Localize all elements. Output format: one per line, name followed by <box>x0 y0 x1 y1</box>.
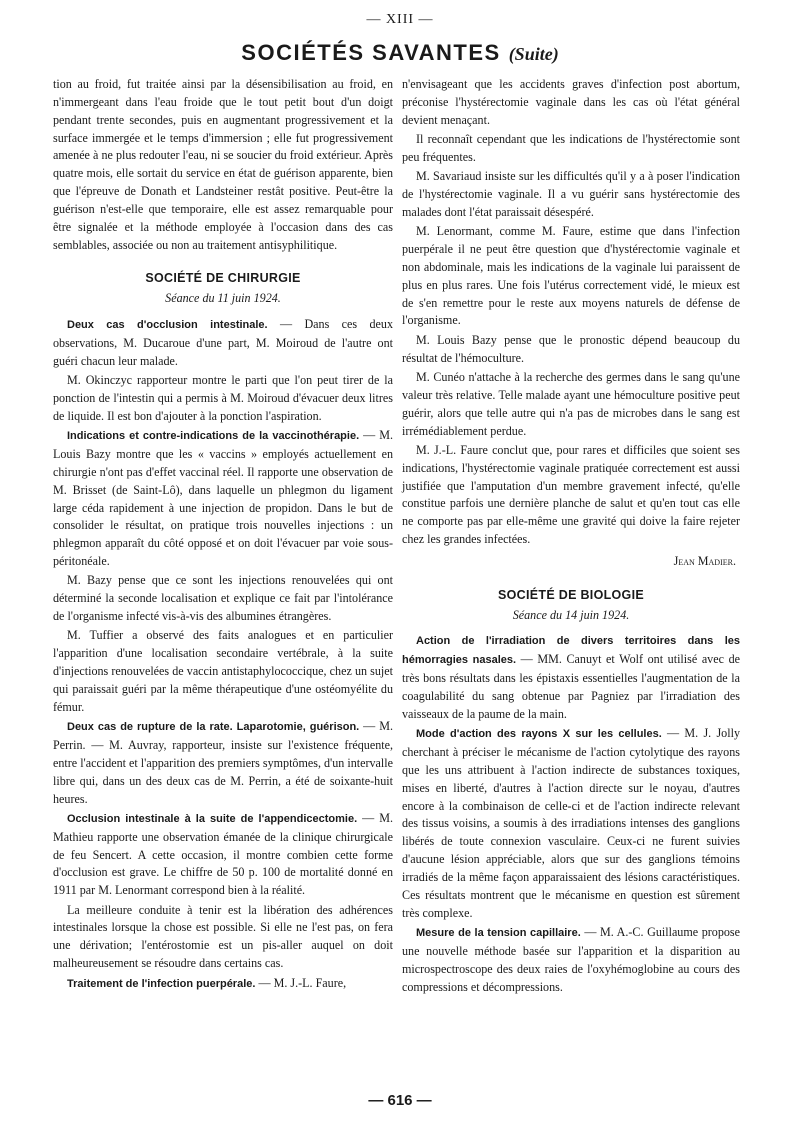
author-signature: Jean Madier. <box>673 553 736 568</box>
paragraph <box>402 632 740 723</box>
paragraph <box>402 924 740 996</box>
paragraph <box>53 810 393 900</box>
paragraph: La meilleure conduite à tenir est la libération des adhérences intestinales lorsque la chose est possible. Si elle ne l'est pas, on fera une dérivation; l'entérostomie est un pis-aller auquel on doit malheureusement se résoudre dans certains cas. <box>53 902 393 971</box>
paragraph-lead: Occlusion intestinale à la suite de l'appendicectomie. <box>67 812 358 825</box>
paragraph: M. Cunéo n'attache à la recherche des germes dans le sang qu'une valeur très relative. Telle malade ayant une hémoculture positive peut guérir, alors que telle autre qui n'a pas de microbes dans le sang est irrémédiablement perdue. <box>402 370 740 438</box>
section-title-chirurgie: SOCIÉTÉ DE CHIRURGIE <box>145 271 301 286</box>
paragraph-lead: Deux cas de rupture de la rate. Laparotomie, guérison. <box>67 721 360 734</box>
paragraph: n'envisageant que les accidents graves d'infection post abortum, préconise l'hystérectomie vaginale dans les cas où l'état général devient menaçant. <box>402 77 740 127</box>
paragraph-text: — M. J.-L. Faure, <box>255 975 347 990</box>
paragraph-text: — M. Louis Bazy montre que les « vaccins » employés actuellement en chirurgie n'ont pas d'effet vaccinal réel. Il rapporte une observation de M. Brisset (de Saint-Lô), dans laquelle un phlegmon du ligament large céda rapidement à une injection de propidon. Dans le but de consolider le résultat, on pratique trois nouvelles injections : un phlegmon apparaît du côté opposé et on doit l'évacuer par voie sous-péritonéale. <box>53 428 393 569</box>
section-title-biologie: SOCIÉTÉ DE BIOLOGIE <box>498 587 644 602</box>
paragraph: M. Tuffier a observé des faits analogues et en particulier l'apparition d'une localisation secondaire vertébrale, à la suite d'injections renouvelées de vaccin antistaphylococcique, chez un sujet qui paraissait guéri par la même thérapeutique d'une ostéomyélite du fémur. <box>53 628 393 714</box>
paragraph-text: — M. Perrin. — M. Auvray, rapporteur, insiste sur l'existence fréquente, entre l'accident et l'apparition des premiers symptômes, d'un intervalle libre qui, dans un des deux cas de M. Perrin, a été de soixante-huit heures. <box>53 719 394 806</box>
page-number: — 616 — <box>368 1092 432 1109</box>
right-column <box>402 76 740 998</box>
paragraph-lead: Deux cas d'occlusion intestinale. <box>67 319 268 332</box>
paragraph: M. Bazy pense que ce sont les injections renouvelées qui ont déterminé la seconde localisation et explique ce fait par l'intolérance de l'organisme infecté vis-à-vis des albumines étrangères. <box>53 573 393 624</box>
paragraph <box>402 725 740 922</box>
paragraph <box>53 316 393 371</box>
paragraph-text: — MM. Canuyt et Wolf ont utilisé avec de très bons résultats dans les épistaxis essentielles l'augmentation de la coagulabilité du sang obtenue par Pagniez par l'irradiation des vaisseaux de la paume de la main. <box>402 652 740 721</box>
page-header <box>0 40 800 66</box>
header-suite: (Suite) <box>508 44 559 64</box>
left-column <box>53 76 393 995</box>
paragraph: M. Louis Bazy pense que le pronostic dépend beaucoup du résultat de l'hémoculture. <box>402 332 740 365</box>
paragraph-lead: Mode d'action des rayons X sur les cellules. <box>416 728 662 741</box>
paragraph <box>53 427 393 571</box>
paragraph-lead: Action de l'irradiation de divers territoires dans les hémorragies nasales. <box>402 635 740 667</box>
paragraph-lead: Mesure de la tension capillaire. <box>416 926 581 939</box>
paragraph-text: — M. A.-C. Guillaume propose une nouvelle méthode basée sur l'apparition et la disparition au microspectroscope des deux raies de l'oxyhémoglobine au cours des compressions et décompressions. <box>402 924 740 994</box>
paragraph-text: — Dans ces deux observations, M. Ducaroue d'une part, M. Moiroud de l'autre ont guéri chacun leur malade. <box>53 317 393 368</box>
paragraph-lead: Traitement de l'infection puerpérale. <box>67 977 256 990</box>
header-title: SOCIÉTÉS SAVANTES <box>241 40 501 65</box>
paragraph: M. Savariaud insiste sur les difficultés qu'il y a à poser l'indication de l'hystérectomie vaginale. Il a vu guérir sans hystérectomie des malades dont l'état paraissait désespéré. <box>402 169 740 219</box>
intro-paragraph: tion au froid, fut traitée ainsi par la désensibilisation au froid, en n'immergeant dans l'eau froide que le tout petit bout d'un doigt pendant trente secondes, puis en augmentant progressivement et la surface immergée et le temps d'immersion ; elle fut progressivement amenée à ne plus redouter l'eau, ni se soucier du froid extérieur. Après quatre mois, elle sortait du service en état de guérison apparente, bien que l'épreuve de Donath et Landsteiner restât positive. Peut-être la guérison n'est-elle que temporaire, elle est assez remarquable pour être signalée et la méthode employée à l'occasion dans des cas semblables, associée ou non au traitement antisyphilitique. <box>53 77 393 252</box>
paragraph: M. Okinczyc rapporteur montre le parti que l'on peut tirer de la ponction de l'intestin qui a permis à M. Moiroud d'évacuer deux litres de liquide. Il est bon d'ajouter à la ponction l'aspiration. <box>53 373 393 423</box>
paragraph <box>53 975 393 994</box>
seance-date-chirurgie: Séance du 11 juin 1924. <box>165 291 281 306</box>
paragraph-text: — M. Mathieu rapporte une observation émanée de la clinique chirurgicale de feu Sencert. A cette occasion, il montre combien cette forme d'occlusion est grave. Le chiffre de 50 p. 100 de mortalité donné en 1911 par M. Lenormant correspond bien à la réalité. <box>53 810 393 898</box>
roman-page-number: — XIII — <box>366 12 434 27</box>
paragraph-lead: Indications et contre-indications de la vaccinothérapie. <box>67 430 360 443</box>
paragraph: M. J.-L. Faure conclut que, pour rares et difficiles que soient ses indications, l'hystérectomie vaginale pratiquée correctement est aussi justifiée que l'amputation d'un membre gravement infecté, qu'elle constitue parfois une dernière planche de salut et qu'en tout cas elle ne comporte pas par elle-même une gravité qui doive la faire rejeter chez les grandes infectées. <box>402 442 740 547</box>
seance-date-biologie: Séance du 14 juin 1924. <box>512 607 630 622</box>
paragraph-text: — M. J. Jolly cherchant à préciser le mécanisme de l'action cytolytique des rayons que les uns attribuent à l'action indirecte de substances toxiques, mises en liberté, d'autres à l'action directe sur le noyau, d'autres encore à la combinaison de celle-ci et de l'action indirecte relevant des tissus voisins, a soumis à des irradiations intenses des ganglions libérés de toute connexion vasculaire. Ceux-ci ne furent suivies d'aucune lésion appréciable, alors que sur des ganglions témoins irradiés de la même façon apparaissaient des lésions caractéristiques. Ces résultats montrent que le mécanisme en question est sûrement très complexe. <box>402 726 740 920</box>
paragraph: M. Lenormant, comme M. Faure, estime que dans l'infection puerpérale il ne peut être question que d'hystérectomie vaginale et non abdominale, mais les indications de la vaginale lui paraissent de plus en plus rares. Une fois l'utérus correctement vidé, le mieux est de s'en remettre pour le reste aux moyens naturels de défense de l'organisme. <box>402 224 740 328</box>
paragraph <box>53 718 393 808</box>
paragraph: Il reconnaît cependant que les indications de l'hystérectomie sont peu fréquentes. <box>402 132 740 164</box>
